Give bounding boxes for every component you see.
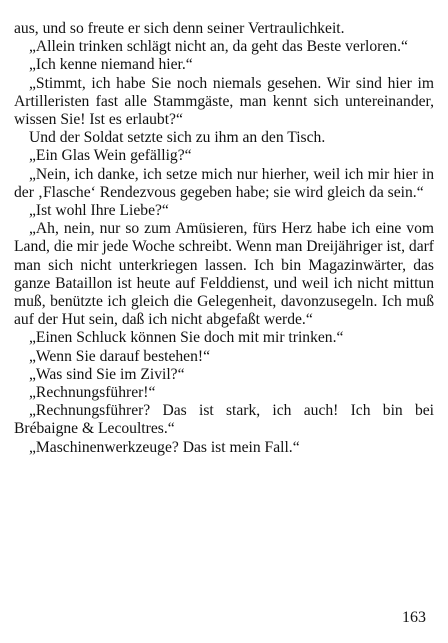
paragraph: „Wenn Sie darauf bestehen!“: [29, 347, 211, 365]
paragraph: „Allein trinken schlägt nicht an, da geht das Beste verloren.“: [29, 38, 408, 56]
paragraph: „Maschinenwerkzeuge? Das ist mein Fall.“: [29, 438, 300, 456]
paragraph: „Einen Schluck können Sie doch mit mir trinken.“: [29, 329, 344, 347]
paragraph: Und der Soldat setzte sich zu ihm an den Tisch.: [29, 129, 326, 147]
paragraph: „Stimmt, ich habe Sie noch niemals gesehen. Wir sind hier im Artilleristen fast alle Stammgäste, man kennt sich untereinander, wissen Sie! Ist es erlaubt?“: [14, 74, 434, 129]
paragraph: „Ein Glas Wein gefällig?“: [29, 147, 192, 165]
paragraph: „Ich kenne niemand hier.“: [29, 56, 193, 74]
paragraph: „Rechnungsführer? Das ist stark, ich auch! Ich bin bei Brébaigne & Lecoultres.“: [14, 402, 434, 438]
body-text: [14, 20, 434, 457]
paragraph: „Rechnungsführer!“: [29, 384, 156, 402]
paragraph: „Ist wohl Ihre Liebe?“: [29, 202, 169, 220]
paragraph: „Was sind Sie im Zivil?“: [29, 365, 185, 383]
paragraph: „Nein, ich danke, ich setze mich nur hierher, weil ich mir hier in der ‚Flasche‘ Rendezvous gegeben habe; sie wird gleich da sein.“: [14, 165, 434, 201]
page-number: 163: [402, 609, 426, 626]
paragraph: „Ah, nein, nur so zum Amüsieren, fürs Herz habe ich eine vom Land, die mir jede Woche schreibt. Wenn man Dreijähriger ist, darf man sich nicht unterkriegen lassen. Ich bin Magazinwärter, das ganze Bataillon ist heute auf Felddienst, und weil ich nicht mittun muß, benützte ich gleich die Gelegenheit, davonzusegeln. Ich muß auf der Hut sein, daß ich nicht abgefaßt werde.“: [14, 220, 434, 329]
paragraph: aus, und so freute er sich denn seiner Vertraulichkeit.: [14, 20, 345, 37]
